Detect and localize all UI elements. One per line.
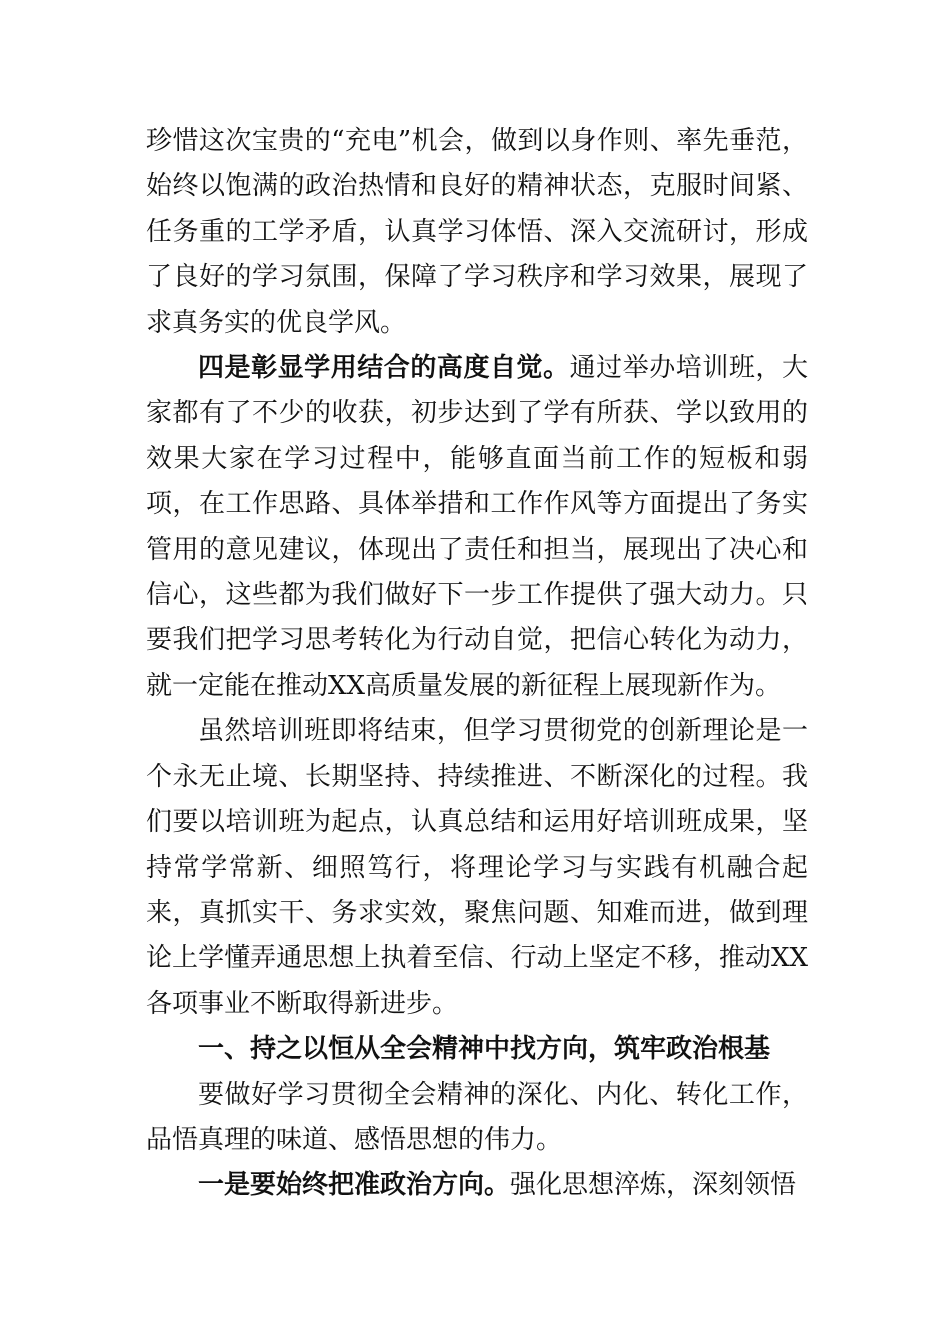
section-heading-text: 一、持之以恒从全会精神中找方向，筑牢政治根基 [198,1034,771,1065]
paragraph-text: 通过举办培训班，大家都有了不少的收获，初步达到了学有所获、学以致用的效果大家在学习过程中，能够直面当前工作的短板和弱项，在工作思路、具体举措和工作作风等方面提出了务实管用的意见建议，体现出了责任和担当，展现出了决心和信心，这些都为我们做好下一步工作提供了强大动力。只要我们把学习思考转化为行动自觉，把信心转化为动力，就一定能在推动XX高质量发展的新征程上展现新作为。 [146,353,808,701]
paragraph-text: 强化思想淬炼，深刻领悟 [510,1170,797,1201]
paragraph-lead: 一是要始终把准政治方向。 [198,1170,511,1201]
paragraph-point-four [146,346,808,709]
paragraph-conclusion [146,709,808,1027]
paragraph-section-intro [146,1073,808,1164]
paragraph-text: 珍惜这次宝贵的“充电”机会，做到以身作则、率先垂范，始终以饱满的政治热情和良好的精神状态，克服时间紧、任务重的工学矛盾，认真学习体悟、深入交流研讨，形成了良好的学习氛围，保障了学习秩序和学习效果，展现了求真务实的优良学风。 [146,126,808,338]
paragraph-text: 虽然培训班即将结束，但学习贯彻党的创新理论是一个永无止境、长期坚持、持续推进、不断深化的过程。我们要以培训班为起点，认真总结和运用好培训班成果，坚持常学常新、细照笃行，将理论学习与实践有机融合起来，真抓实干、务求实效，聚焦问题、知难而进，做到理论上学懂弄通思想上执着至信、行动上坚定不移，推动XX各项事业不断取得新进步。 [146,716,808,1019]
paragraph-point-one [146,1163,808,1208]
paragraph-text: 要做好学习贯彻全会精神的深化、内化、转化工作，品悟真理的味道、感悟思想的伟力。 [146,1079,808,1155]
document-body [146,119,808,1209]
section-heading [146,1027,808,1072]
paragraph-lead: 四是彰显学用结合的高度自觉。 [198,353,570,384]
paragraph-continuation [146,119,808,346]
